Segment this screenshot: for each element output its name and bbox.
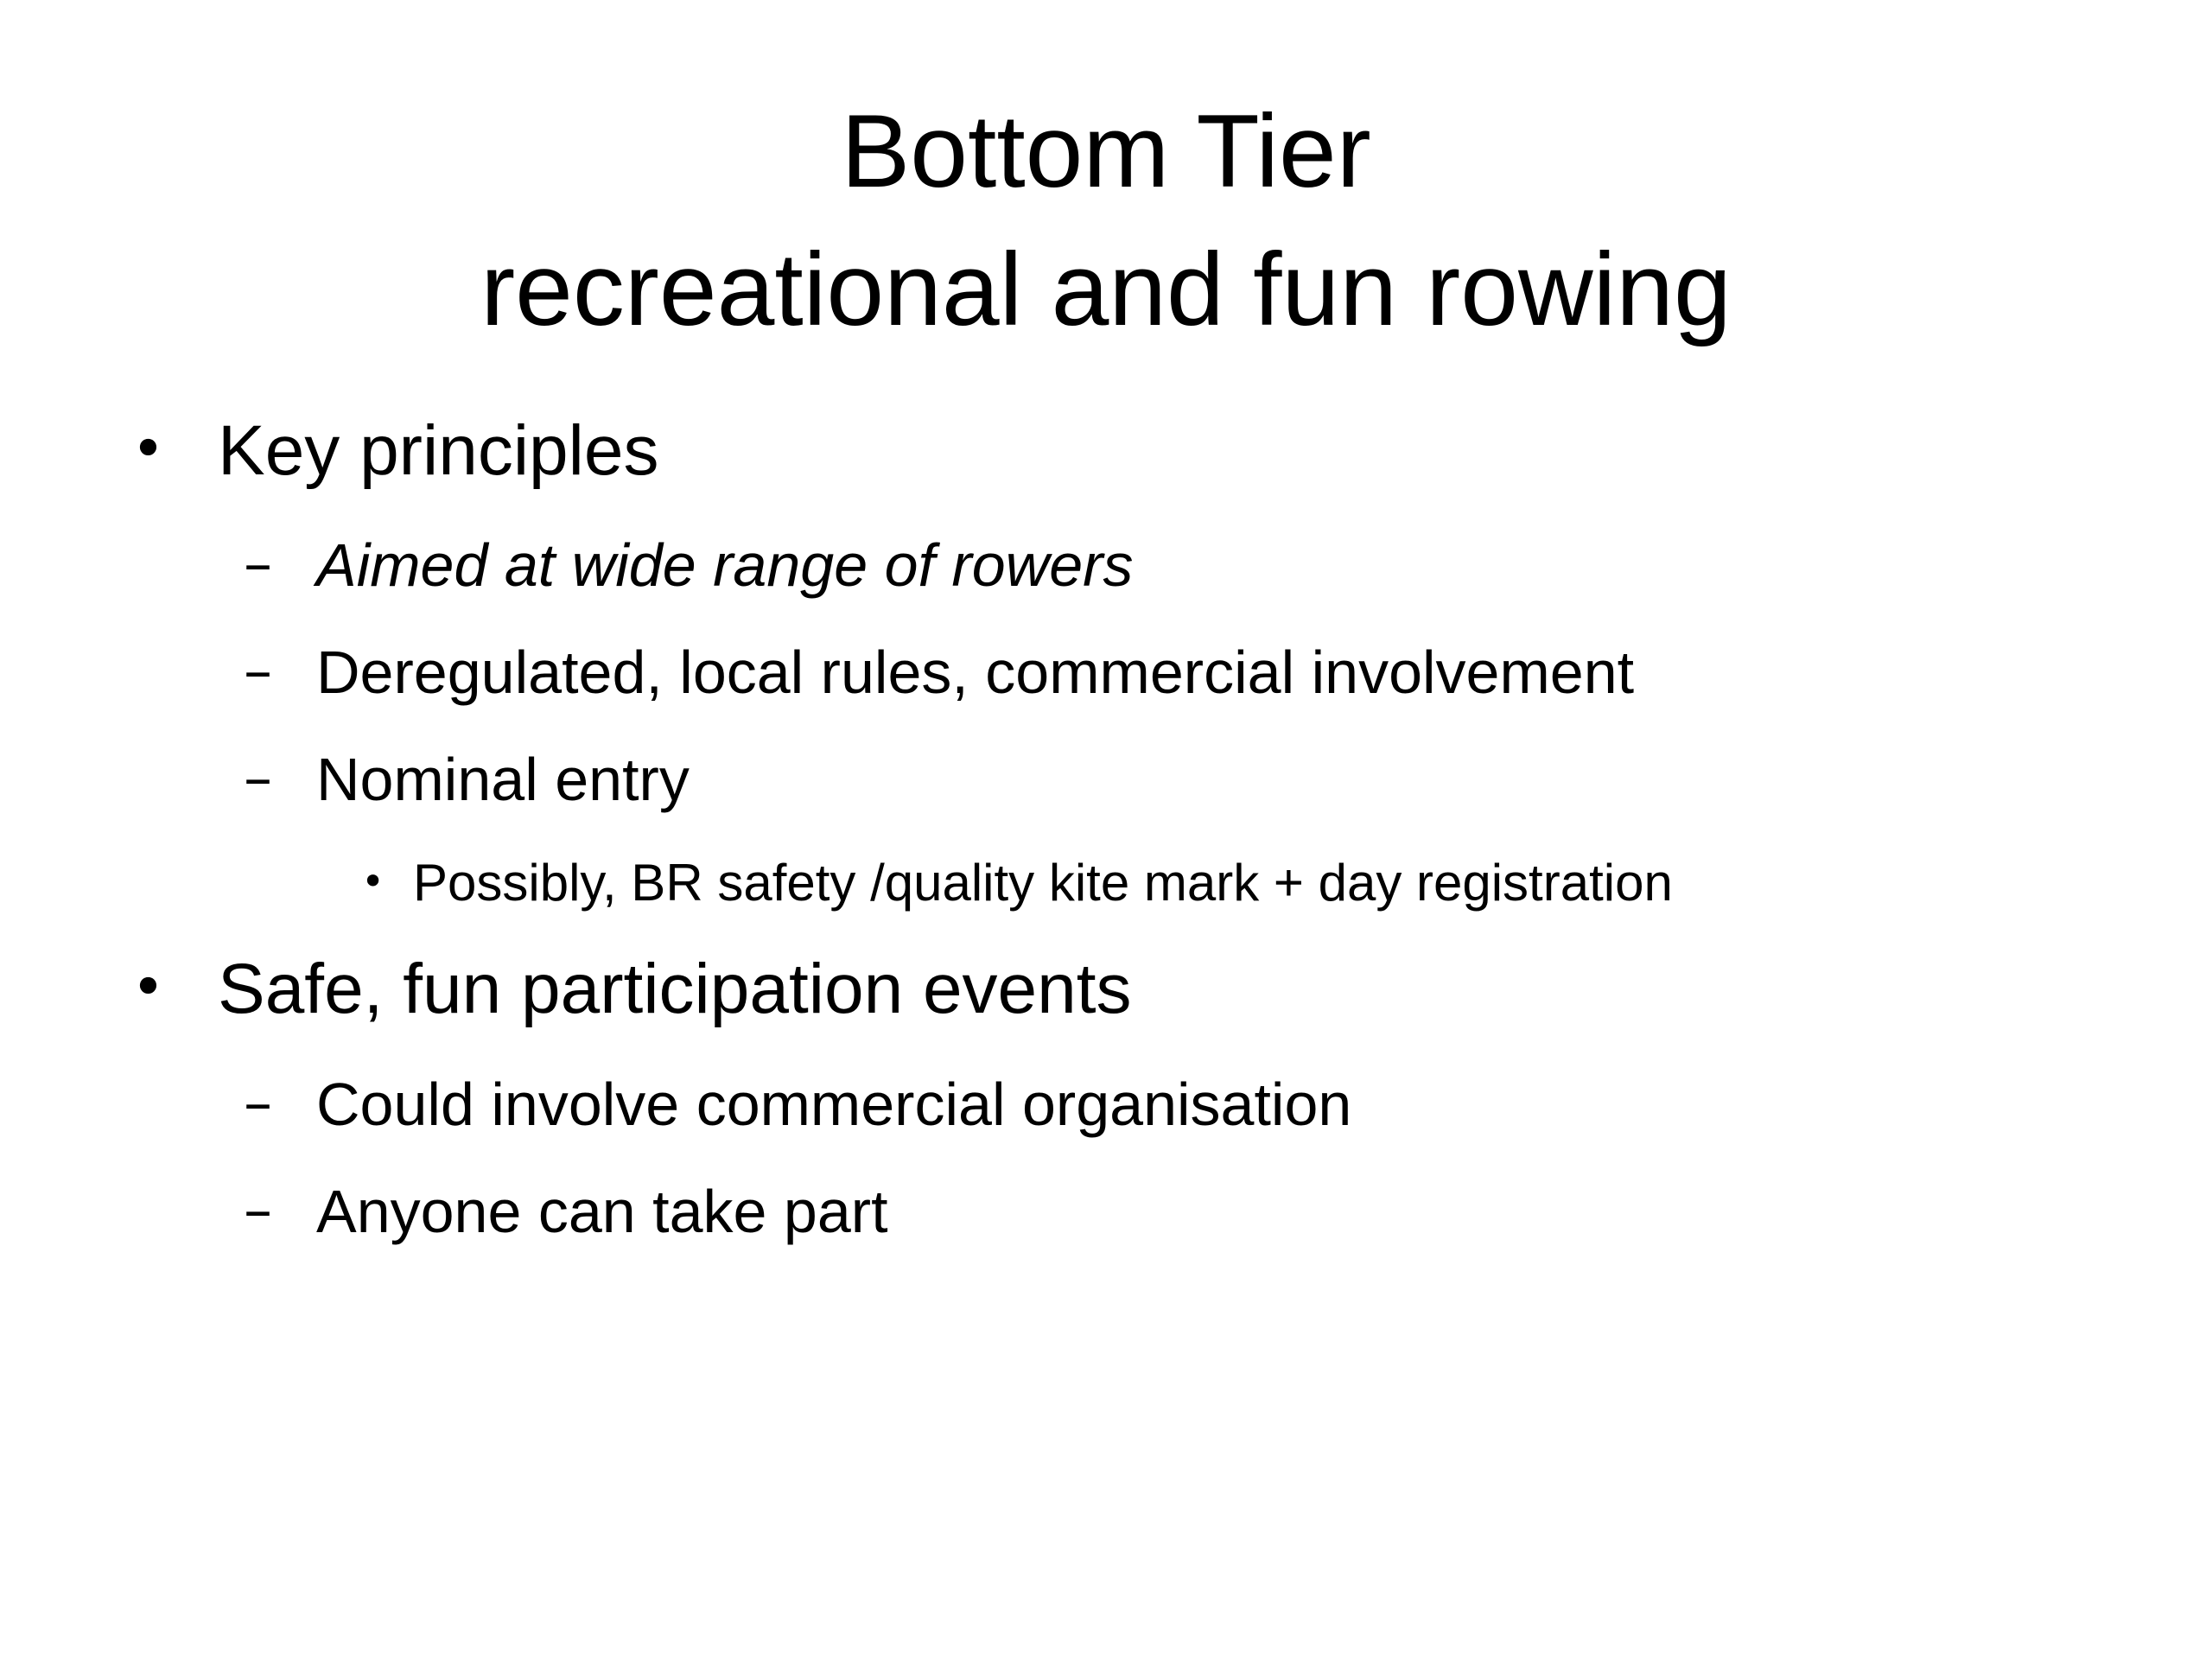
bullet-text: Key principles: [218, 411, 659, 490]
sub-item-text: Could involve commercial organisation: [316, 1071, 1352, 1138]
bullet-icon: •: [131, 416, 165, 482]
title-line-2: recreational and fun rowing: [480, 232, 1732, 347]
sub-item-text: Anyone can take part: [316, 1178, 888, 1245]
bullet-icon: •: [361, 858, 385, 905]
sub-item-text: Nominal entry: [316, 746, 690, 813]
sub-sub-item-text: Possibly, BR safety /quality kite mark + day registration: [413, 854, 1673, 912]
dash-icon: –: [244, 638, 272, 704]
sub-item-text: Deregulated, local rules, commercial involvement: [316, 639, 1635, 706]
sub-item-text: Aimed at wide range of rowers: [316, 531, 1134, 599]
bullet-icon: •: [131, 954, 165, 1020]
dash-icon: –: [244, 1070, 272, 1136]
title-line-1: Bottom Tier: [841, 93, 1371, 209]
dash-icon: –: [244, 745, 272, 811]
bullet-text: Safe, fun participation events: [218, 950, 1132, 1028]
dash-icon: –: [244, 1177, 272, 1243]
dash-icon: –: [244, 531, 272, 597]
